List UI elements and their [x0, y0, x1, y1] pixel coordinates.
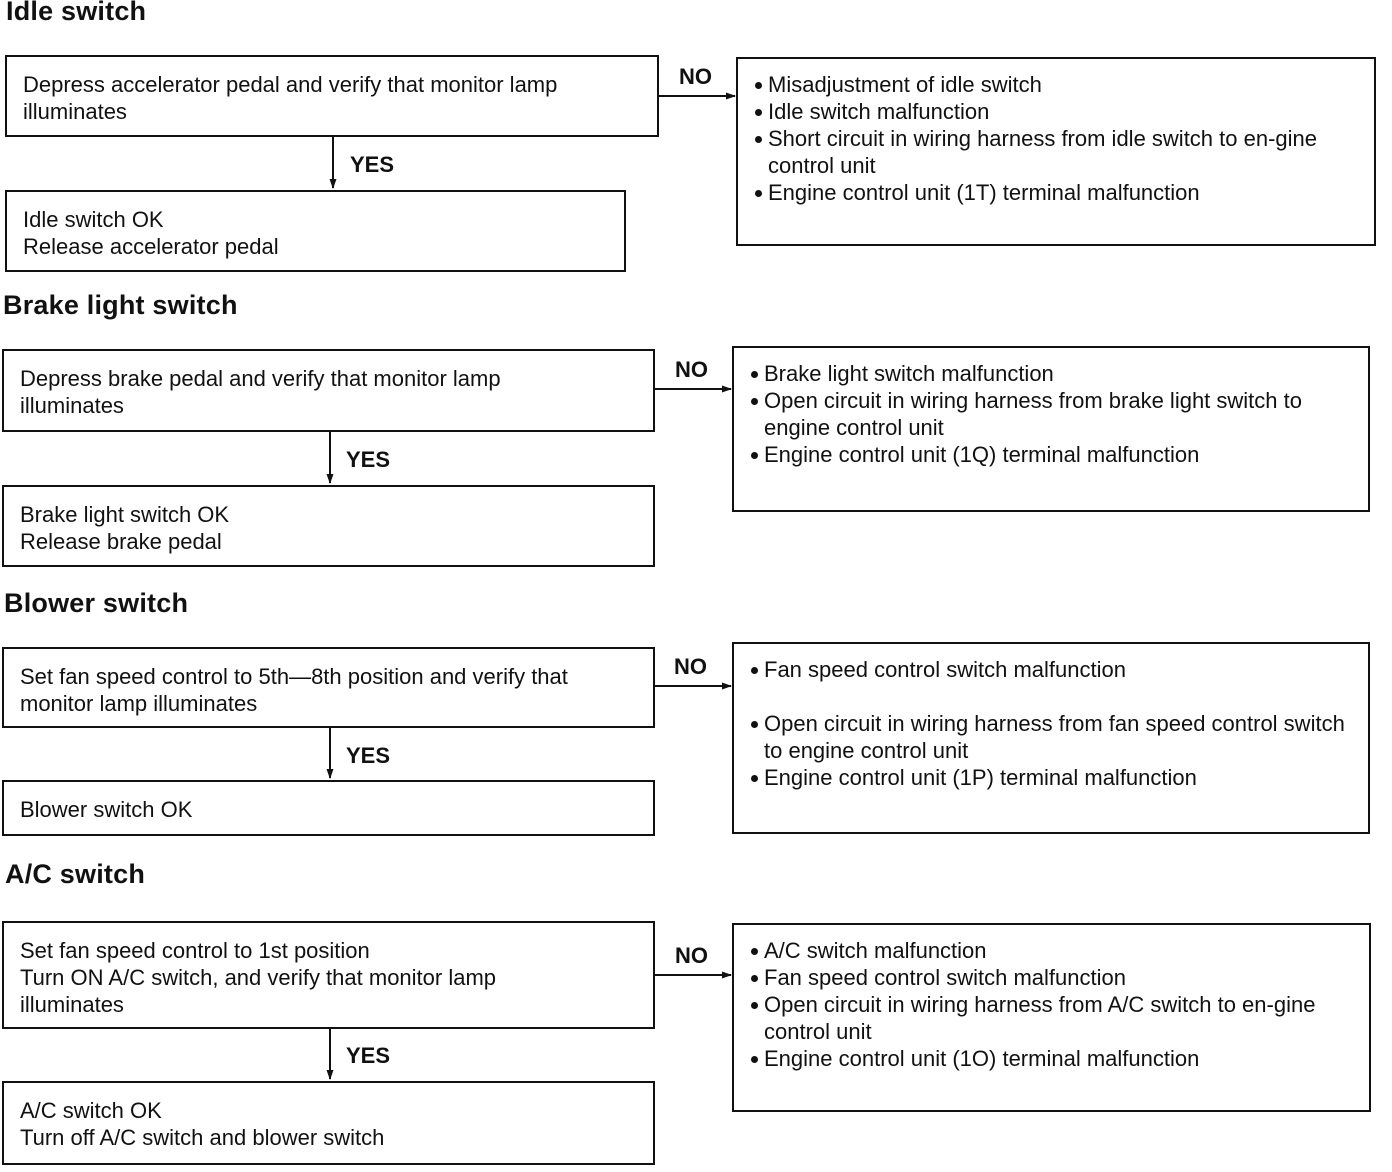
cause-item: Fan speed control switch malfunction — [750, 964, 1353, 991]
check-text-line: monitor lamp illuminates — [20, 691, 258, 716]
check-text-line: Depress accelerator pedal and verify that monitor lamp — [23, 72, 558, 97]
cause-item: Short circuit in wiring harness from idle switch to en-gine control unit — [754, 125, 1343, 179]
check-text-line: illuminates — [23, 99, 127, 124]
check-text-line: Depress brake pedal and verify that monitor lamp — [20, 366, 501, 391]
section-title-ac-switch: A/C switch — [5, 859, 146, 889]
idle-ok-box — [5, 190, 626, 272]
blower-yes-label: YES — [346, 743, 391, 768]
ok-text-line: Blower switch OK — [20, 797, 193, 822]
ac-yes-label: YES — [346, 1043, 391, 1068]
ok-text-line: Release brake pedal — [20, 529, 222, 554]
blower-causes-box — [732, 642, 1370, 834]
ac-no-label: NO — [675, 943, 708, 968]
cause-item: Fan speed control switch malfunction — [750, 656, 1352, 683]
blower-ok-box — [2, 780, 655, 836]
brake-check-box — [2, 349, 655, 432]
check-text-line: Set fan speed control to 5th—8th position and verify that — [20, 664, 568, 689]
cause-item: Engine control unit (1P) terminal malfunction — [750, 764, 1352, 791]
idle-yes-label: YES — [350, 152, 395, 177]
cause-item: Engine control unit (1T) terminal malfunction — [754, 179, 1358, 206]
section-title-blower-switch: Blower switch — [4, 588, 189, 618]
idle-no-label: NO — [679, 64, 712, 89]
cause-item: Misadjustment of idle switch — [754, 71, 1358, 98]
section-title-idle-switch: Idle switch — [6, 0, 147, 26]
brake-no-label: NO — [675, 357, 708, 382]
brake-ok-box — [2, 485, 655, 567]
cause-item: Brake light switch malfunction — [750, 360, 1352, 387]
ok-text-line: Turn off A/C switch and blower switch — [20, 1125, 385, 1150]
brake-yes-label: YES — [346, 447, 391, 472]
cause-item: Open circuit in wiring harness from brake light switch to engine control unit — [750, 387, 1349, 441]
brake-causes-box — [732, 346, 1370, 512]
check-text-line: Turn ON A/C switch, and verify that monitor lamp — [20, 965, 497, 990]
ok-text-line: Brake light switch OK — [20, 502, 230, 527]
cause-item: Open circuit in wiring harness from A/C switch to en-gine control unit — [750, 991, 1339, 1045]
cause-item: Idle switch malfunction — [754, 98, 1358, 125]
cause-item: Engine control unit (1O) terminal malfunction — [750, 1045, 1353, 1072]
blower-no-label: NO — [674, 654, 707, 679]
blower-check-box — [2, 647, 655, 728]
idle-check-box — [5, 55, 659, 137]
cause-item: Open circuit in wiring harness from fan speed control switch to engine control unit — [750, 710, 1349, 764]
ok-text-line: Idle switch OK — [23, 207, 164, 232]
cause-item: A/C switch malfunction — [750, 937, 1353, 964]
ac-causes-box — [732, 923, 1371, 1112]
ok-text-line: A/C switch OK — [20, 1098, 162, 1123]
ok-text-line: Release accelerator pedal — [23, 234, 279, 259]
check-text-line: illuminates — [20, 393, 124, 418]
ac-check-box — [2, 921, 655, 1029]
check-text-line: Set fan speed control to 1st position — [20, 938, 370, 963]
check-text-line: illuminates — [20, 992, 124, 1017]
section-title-brake-light-switch: Brake light switch — [3, 290, 238, 320]
idle-causes-box — [736, 57, 1376, 246]
cause-item: Engine control unit (1Q) terminal malfunction — [750, 441, 1352, 468]
ac-ok-box — [2, 1081, 655, 1165]
